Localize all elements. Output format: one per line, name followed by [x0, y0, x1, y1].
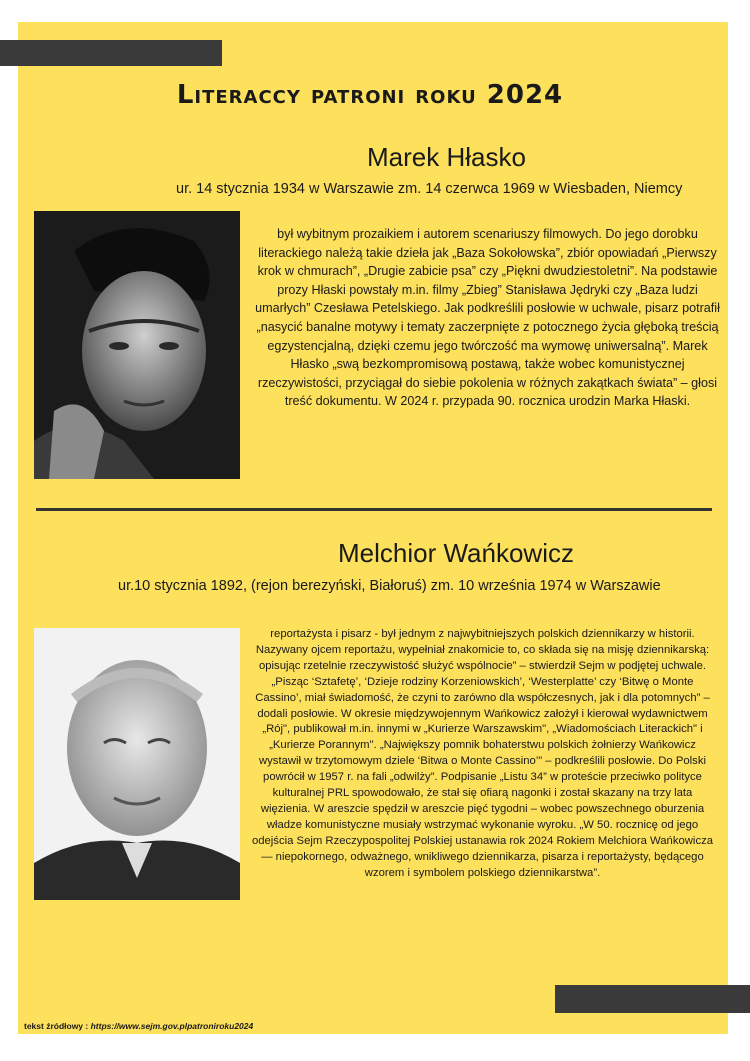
person1-photo — [34, 211, 240, 479]
person2-name: Melchior Wańkowicz — [338, 538, 574, 568]
portrait-hlasko-image — [34, 211, 240, 479]
source-url: https://www.sejm.gov.plpatroniroku2024 — [90, 1021, 254, 1031]
person2-dates: ur.10 stycznia 1892, (rejon berezyński, Białoruś) zm. 10 września 1974 w Warszawie — [118, 578, 661, 594]
person2-photo — [34, 628, 240, 900]
source-label: tekst źródłowy : — [24, 1021, 91, 1031]
portrait-wankowicz-image — [34, 628, 240, 900]
decorative-bar-top — [0, 40, 222, 66]
page-title: Literaccy patroni roku 2024 — [176, 80, 564, 110]
person1-dates: ur. 14 stycznia 1934 w Warszawie zm. 14 czerwca 1969 w Wiesbaden, Niemcy — [176, 181, 683, 197]
source-note — [24, 1021, 253, 1031]
person2-bio: reportażysta i pisarz - był jednym z najwybitniejszych polskich dziennikarzy w historii. Nazywany ojcem reportażu, wypełniał znakomicie to, co składa się na misję dziennikarską: opisując rzetelnie rzeczywistość służyć wspólnocie” – stwierdził Sejm w podjętej uchwale. „Pisząc ‘Sztafetę’, ‘Dzieje rodziny Korzeniowskich’, ‘Westerplatte’ czy ‘Bitwę o Monte Cassino’, miał świadomość, że czyni to zarówno dla współczesnych, jak i dla potomnych” – dodali posłowie. W okresie międzywojennym Wańkowicz założył i kierował wydawnictwem „Rój", publikował m.in. innymi w „Kurierze Warszawskim", „Wiadomościach Literackich" i „Kurierze Porannym". „Największy pomnik bohaterstwu polskich żołnierzy Wańkowicz wystawił w trzytomowym dziele ‘Bitwa o Monte Cassino’” – podkreślili posłowie. Do Polski powrócił w 1957 r. na fali „odwilży”. Podpisanie „Listu 34” w proteście przeciwko polityce kulturalnej PRL spowodowało, że stał się ofiarą nagonki i został skazany na trzy lata więzienia. W areszcie spędził w areszcie pięć tygodni – wobec powszechnego oburzenia władze komunistyczne musiały wstrzymać wykonanie wyroku. „W 50. rocznicę od jego odejścia Sejm Rzeczypospolitej Polskiej ustanawia rok 2024 Rokiem Melchiora Wańkowicza — niepokornego, odważnego, wnikliwego dziennikarza, pisarza i reportażysty, będącego wzorem i symbolem polskiego dziennikarstwa”. — [251, 628, 714, 879]
decorative-bar-bottom — [555, 985, 750, 1013]
person1-name: Marek Hłasko — [367, 142, 526, 172]
person1-bio: był wybitnym prozaikiem i autorem scenariuszy filmowych. Do jego dorobku literackiego należą takie dzieła jak „Baza Sokołowska”, zbiór opowiadań „Pierwszy krok w chmurach”, „Drugie zabicie psa” czy „Piękni dwudziestoletni”. Na podstawie prozy Hłaski powstały m.in. filmy „Zbieg” Stanisława Jędryki czy „Baza ludzi umarłych” Czesława Petelskiego. Jak podkreślili posłowie w uchwale, pisarz potrafił „nasycić banalne motywy i tematy zaczerpnięte z potocznego życia głęboką treścią egzystencjalną, dzięki czemu jego twórczość ma wymowę uniwersalną”. Marek Hłasko „swą bezkompromisową postawą, także wobec komunistycznej rzeczywistości, przyciągał do siebie pokolenia w różnych zakątkach świata” – głosi treść dokumentu. W 2024 r. przypada 90. rocznica urodzin Marka Hłaski. — [255, 227, 720, 409]
section-divider — [36, 508, 712, 511]
